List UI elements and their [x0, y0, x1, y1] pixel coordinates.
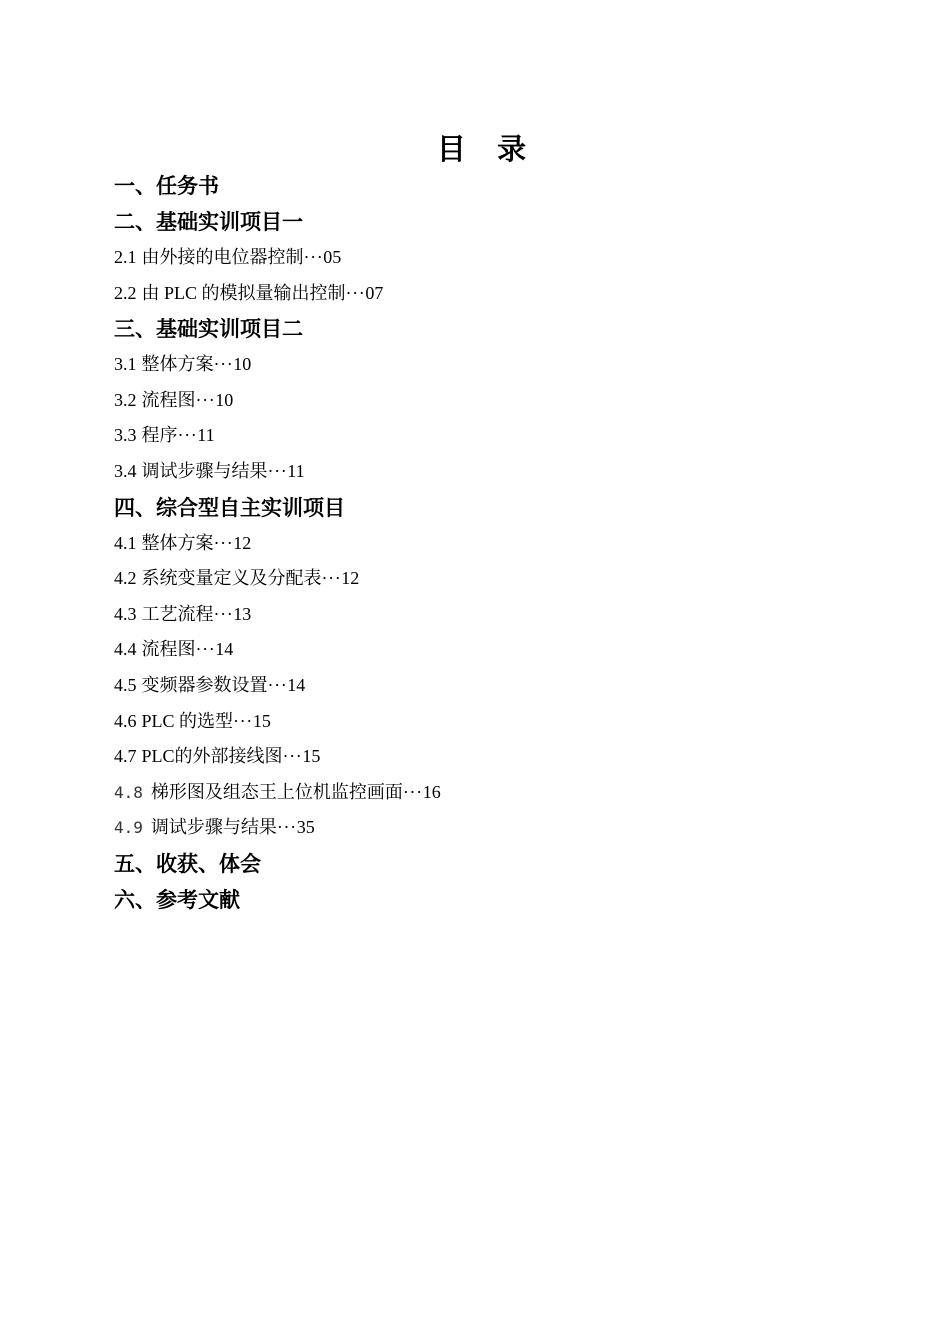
toc-entry [114, 526, 814, 562]
toc-page-number: 15 [302, 746, 321, 767]
toc-page-number: 14 [287, 674, 306, 695]
toc-entry [114, 347, 814, 383]
toc-section-heading: 五、收获、体会 [114, 851, 261, 876]
toc-entry-number: 2.2 [114, 282, 137, 303]
toc-entry [114, 454, 814, 490]
toc-entry-label: 由外接的电位器控制 [141, 247, 304, 267]
toc-page-number: 35 [296, 817, 315, 838]
toc-leader-dots: ··· [345, 282, 366, 303]
toc-entry-label: 流程图 [141, 639, 196, 660]
toc-entry-number: 4.8 [114, 782, 143, 802]
toc-section-heading: 一、任务书 [114, 174, 219, 198]
toc-entry-number: 4.3 [114, 603, 137, 624]
toc-entry [114, 810, 814, 846]
toc-entry-number: 4.4 [114, 639, 137, 660]
toc-entry-number: 4.9 [114, 818, 143, 838]
toc-entry [114, 632, 814, 668]
toc-section-heading: 二、基础实训项目一 [114, 210, 303, 234]
toc-entry [114, 276, 814, 312]
toc-page-number: 16 [422, 781, 441, 802]
toc-entry-label: 流程图 [141, 389, 196, 410]
toc-entry-number: 4.1 [114, 532, 137, 553]
toc-page-number: 10 [215, 389, 234, 410]
toc-entry-label: 系统变量定义及分配表 [141, 568, 322, 589]
toc-section-heading: 六、参考文献 [114, 887, 240, 912]
toc-page-number: 10 [233, 354, 252, 375]
toc-entry-label: 梯形图及组态王上位机监控画面 [150, 781, 403, 802]
toc-entry-number: 3.4 [114, 460, 137, 481]
toc-entry-number: 2.1 [114, 247, 137, 267]
toc-entry [114, 597, 814, 633]
toc-entry [114, 704, 814, 740]
toc-page-number: 11 [287, 460, 305, 481]
toc-leader-dots: ··· [267, 460, 288, 481]
toc-entry [114, 418, 814, 454]
toc-entry-label: 程序 [141, 425, 178, 446]
toc-page-number: 15 [252, 710, 271, 731]
toc-page-number: 11 [197, 425, 215, 446]
toc-entry-number: 4.5 [114, 674, 137, 695]
toc-entry-number: 4.7 [114, 746, 137, 767]
toc-entry-number: 3.2 [114, 389, 137, 410]
toc-entry-number: 4.6 [114, 710, 137, 731]
toc-entry [114, 739, 814, 775]
toc-entry [114, 383, 814, 419]
toc-leader-dots: ··· [303, 247, 324, 267]
toc-entry-label: 调试步骤与结果 [150, 817, 277, 838]
toc-entry [114, 240, 814, 276]
page-title: 目 录 [436, 134, 539, 166]
toc-page-number: 13 [233, 603, 252, 624]
toc-leader-dots: ··· [233, 710, 253, 731]
toc-page-number: 12 [233, 532, 252, 553]
toc-entry-label: PLC的外部接线图 [141, 746, 283, 767]
toc-entry-label: 整体方案 [141, 532, 214, 553]
toc-leader-dots: ··· [267, 674, 288, 695]
toc-section-heading: 三、基础实训项目二 [114, 317, 303, 342]
toc-entry-label: 工艺流程 [141, 603, 214, 624]
table-of-contents [114, 168, 814, 918]
toc-entry-label: 由 PLC 的模拟量输出控制 [141, 282, 346, 303]
toc-leader-dots: ··· [321, 568, 342, 589]
toc-leader-dots: ··· [402, 781, 423, 802]
toc-section-heading: 四、综合型自主实训项目 [114, 495, 345, 520]
toc-leader-dots: ··· [276, 817, 297, 838]
toc-leader-dots: ··· [213, 603, 234, 624]
toc-page-number: 07 [365, 282, 384, 303]
toc-entry-label: 调试步骤与结果 [141, 460, 268, 481]
toc-entry-number: 4.2 [114, 568, 137, 589]
toc-leader-dots: ··· [177, 425, 198, 446]
toc-entry [114, 668, 814, 704]
toc-page-number: 12 [341, 568, 360, 589]
toc-leader-dots: ··· [282, 746, 303, 767]
toc-entry-label: 整体方案 [141, 354, 214, 375]
toc-leader-dots: ··· [213, 532, 234, 553]
toc-page-number: 14 [215, 639, 234, 660]
toc-entry-label: 变频器参数设置 [141, 674, 268, 695]
toc-page-number: 05 [323, 247, 342, 267]
toc-leader-dots: ··· [213, 354, 234, 375]
toc-entry [114, 775, 814, 811]
toc-leader-dots: ··· [195, 639, 216, 660]
toc-leader-dots: ··· [195, 389, 216, 410]
toc-entry-number: 3.1 [114, 354, 137, 375]
toc-entry-number: 3.3 [114, 425, 137, 446]
toc-entry-label: PLC 的选型 [141, 710, 234, 731]
toc-entry [114, 561, 814, 597]
